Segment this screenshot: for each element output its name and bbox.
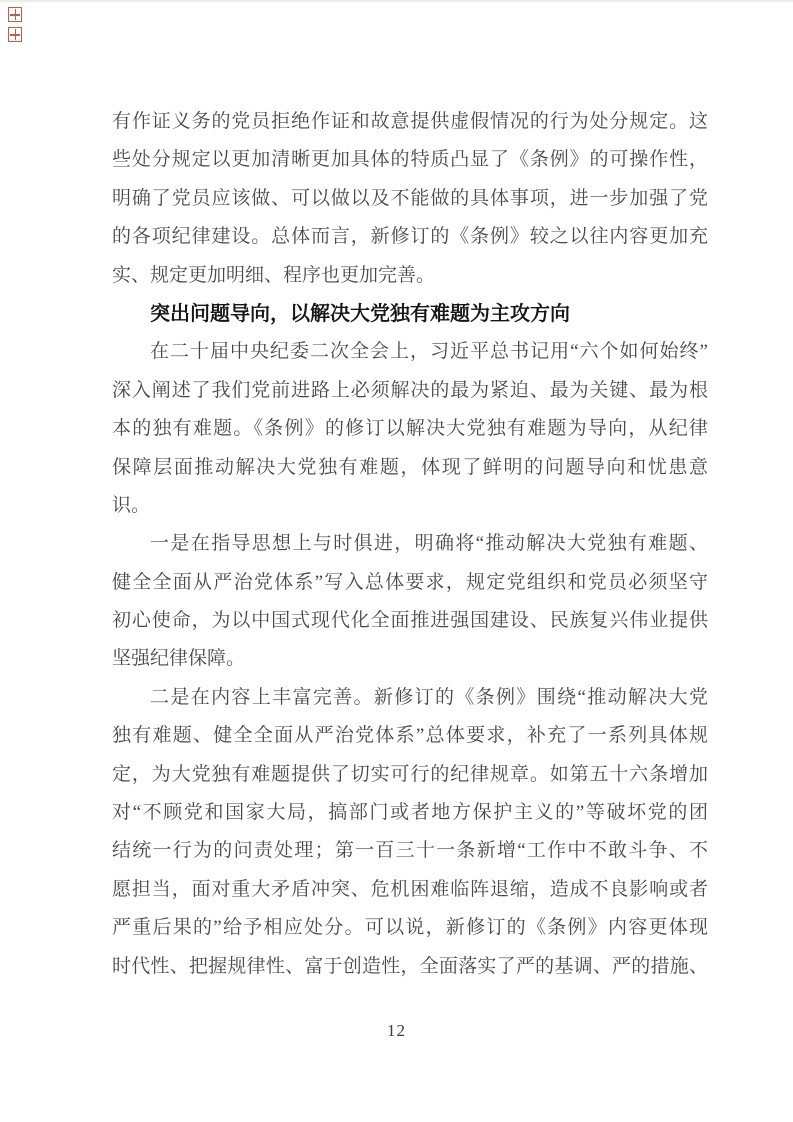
text-line: 初心使命，为以中国式现代化全面推进强国建设、民族复兴伟业提供 [112,610,708,632]
red-stamp-marks [8,7,22,42]
text-line: 定，为大党独有难题提供了切实可行的纪律规章。如第五十六条增加 [112,763,708,785]
text-line: 的各项纪律建设。总体而言，新修订的《条例》较之以往内容更加充 [112,226,708,248]
text-line: 对“不顾党和国家大局，搞部门或者地方保护主义的”等破坏党的团 [112,802,708,824]
red-stamp-mark-icon [8,7,22,22]
text-line: 明确了党员应该做、可以做以及不能做的具体事项，进一步加强了党 [112,187,708,209]
page-footer [0,1021,793,1041]
paragraph [112,525,708,679]
text-line: 在二十届中央纪委二次全会上，习近平总书记用“六个如何始终” [150,341,708,363]
text-line: 时代性、把握规律性、富于创造性，全面落实了严的基调、严的措施、 [112,955,708,977]
text-line: 本的独有难题。《条例》的修订以解决大党独有难题为导向，从纪律 [112,418,708,440]
text-line: 严重后果的”给予相应处分。可以说，新修订的《条例》内容更体现 [112,917,708,939]
text-line: 健全全面从严治党体系”写入总体要求，规定党组织和党员必须坚守 [112,571,708,593]
text-line: 些处分规定以更加清晰更加具体的特质凸显了《条例》的可操作性， [112,149,708,171]
text-line: 二是在内容上丰富完善。新修订的《条例》围绕“推动解决大党 [150,686,708,708]
text-line: 独有难题、健全全面从严治党体系”总体要求，补充了一系列具体规 [112,725,708,747]
text-line: 深入阐述了我们党前进路上必须解决的最为紧迫、最为关键、最为根 [112,379,708,401]
text-line: 愿担当，面对重大矛盾冲突、危机困难临阵退缩，造成不良影响或者 [112,878,708,900]
text-line: 结统一行为的问责处理；第一百三十一条新增“工作中不敢斗争、不 [112,840,708,862]
paragraph [112,103,708,295]
page-content [112,103,708,986]
text-line: 保障层面推动解决大党独有难题，体现了鲜明的问题导向和忧患意 [112,456,708,478]
text-line: 一是在指导思想上与时俱进，明确将“推动解决大党独有难题、 [150,533,708,555]
paragraph [112,679,708,986]
page-number: 12 [387,1021,406,1040]
text-line: 有作证义务的党员拒绝作证和故意提供虚假情况的行为处分规定。这 [112,111,708,132]
paragraph [112,333,708,525]
text-line: 识。 [112,494,151,516]
text-line: 实、规定更加明细、程序也更加完善。 [112,264,436,286]
red-stamp-mark-icon [8,27,22,42]
section-heading [112,295,708,333]
text-line: 坚强纪律保障。 [112,648,246,670]
heading-line: 突出问题导向，以解决大党独有难题为主攻方向 [150,302,570,325]
